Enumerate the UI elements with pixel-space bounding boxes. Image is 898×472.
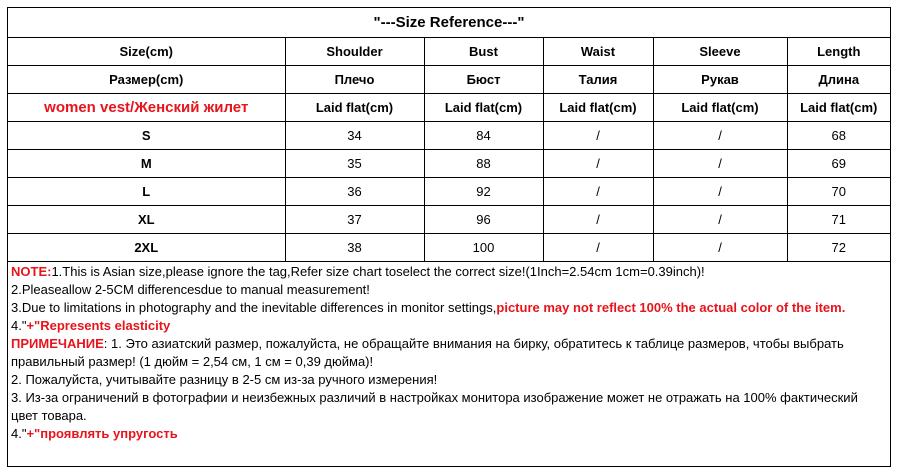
header-cell: Плечо bbox=[285, 66, 424, 94]
waist-cell: / bbox=[543, 206, 653, 234]
waist-cell: / bbox=[543, 122, 653, 150]
shoulder-cell: 38 bbox=[285, 234, 424, 262]
header-row-en bbox=[8, 38, 890, 66]
bust-cell: 88 bbox=[424, 150, 543, 178]
size-row bbox=[8, 234, 890, 262]
length-cell: 68 bbox=[787, 122, 890, 150]
header-cell: Рукав bbox=[653, 66, 787, 94]
waist-cell: / bbox=[543, 150, 653, 178]
size-row bbox=[8, 206, 890, 234]
bust-cell: 100 bbox=[424, 234, 543, 262]
note-en-3 bbox=[11, 299, 887, 317]
bust-cell: 92 bbox=[424, 178, 543, 206]
header-cell: Shoulder bbox=[285, 38, 424, 66]
size-cell: 2XL bbox=[8, 234, 285, 262]
note-ru-1 bbox=[11, 335, 887, 371]
measure-cell: Laid flat(cm) bbox=[543, 94, 653, 122]
elasticity-note-ru: +"проявлять упругость bbox=[26, 426, 178, 441]
size-cell: S bbox=[8, 122, 285, 150]
size-row bbox=[8, 122, 890, 150]
note-text: 4." bbox=[11, 318, 27, 333]
size-table bbox=[8, 38, 890, 262]
bust-cell: 96 bbox=[424, 206, 543, 234]
note-en-4 bbox=[11, 317, 887, 335]
measure-row bbox=[8, 94, 890, 122]
note-ru-3: 3. Из-за ограничений в фотографии и неизбежных различий в настройках монитора изображение может не отражать на 100% фактический цвет товара. bbox=[11, 390, 858, 423]
header-cell: Length bbox=[787, 38, 890, 66]
notes-section bbox=[8, 262, 890, 443]
note-ru-2: 2. Пожалуйста, учитывайте разницу в 2-5 см из-за ручного измерения! bbox=[11, 372, 438, 387]
header-cell: Бюст bbox=[424, 66, 543, 94]
header-cell: Талия bbox=[543, 66, 653, 94]
size-chart bbox=[7, 7, 891, 467]
size-row bbox=[8, 150, 890, 178]
note-text: : 1. Это азиатский размер, пожалуйста, не обращайте внимания на бирку, обратитесь к таблице размеров, чтобы выбрать правильный размер! (1 дюйм = 2,54 см, 1 см = 0,39 дюйма)! bbox=[11, 336, 844, 369]
shoulder-cell: 35 bbox=[285, 150, 424, 178]
bust-cell: 84 bbox=[424, 122, 543, 150]
measure-cell: Laid flat(cm) bbox=[653, 94, 787, 122]
note-ru-4 bbox=[11, 425, 887, 443]
size-cell: M bbox=[8, 150, 285, 178]
note-text: 1.This is Asian size,please ignore the tag,Refer size chart toselect the correct size!(1Inch=2.54cm 1cm=0.39inch)! bbox=[51, 264, 705, 279]
shoulder-cell: 34 bbox=[285, 122, 424, 150]
waist-cell: / bbox=[543, 234, 653, 262]
sleeve-cell: / bbox=[653, 206, 787, 234]
measure-cell: Laid flat(cm) bbox=[424, 94, 543, 122]
size-cell: L bbox=[8, 178, 285, 206]
header-cell: Size(cm) bbox=[8, 38, 285, 66]
note-en-2: 2.Pleaseallow 2-5CM differencesdue to manual measurement! bbox=[11, 282, 370, 297]
shoulder-cell: 37 bbox=[285, 206, 424, 234]
length-cell: 72 bbox=[787, 234, 890, 262]
header-cell: Waist bbox=[543, 38, 653, 66]
note-text: 4." bbox=[11, 426, 27, 441]
note-en-1 bbox=[11, 263, 887, 281]
sleeve-cell: / bbox=[653, 150, 787, 178]
header-cell: Bust bbox=[424, 38, 543, 66]
length-cell: 71 bbox=[787, 206, 890, 234]
sleeve-cell: / bbox=[653, 234, 787, 262]
size-row bbox=[8, 178, 890, 206]
note-label: NOTE: bbox=[11, 264, 52, 279]
measure-cell: Laid flat(cm) bbox=[787, 94, 890, 122]
chart-title: "---Size Reference---" bbox=[8, 8, 890, 38]
sleeve-cell: / bbox=[653, 178, 787, 206]
header-cell: Sleeve bbox=[653, 38, 787, 66]
waist-cell: / bbox=[543, 178, 653, 206]
note-label-ru: ПРИМЕЧАНИЕ bbox=[11, 336, 104, 351]
header-cell: Длина bbox=[787, 66, 890, 94]
measure-cell: Laid flat(cm) bbox=[285, 94, 424, 122]
header-cell: Размер(cm) bbox=[8, 66, 285, 94]
product-label: women vest/Женский жилет bbox=[8, 94, 285, 122]
note-warning: picture may not reflect 100% the actual color of the item. bbox=[496, 300, 846, 315]
elasticity-note: +"Represents elasticity bbox=[26, 318, 171, 333]
header-row-ru bbox=[8, 66, 890, 94]
size-cell: XL bbox=[8, 206, 285, 234]
shoulder-cell: 36 bbox=[285, 178, 424, 206]
note-text: 3.Due to limitations in photography and the inevitable differences in monitor settings, bbox=[11, 300, 497, 315]
length-cell: 69 bbox=[787, 150, 890, 178]
sleeve-cell: / bbox=[653, 122, 787, 150]
length-cell: 70 bbox=[787, 178, 890, 206]
